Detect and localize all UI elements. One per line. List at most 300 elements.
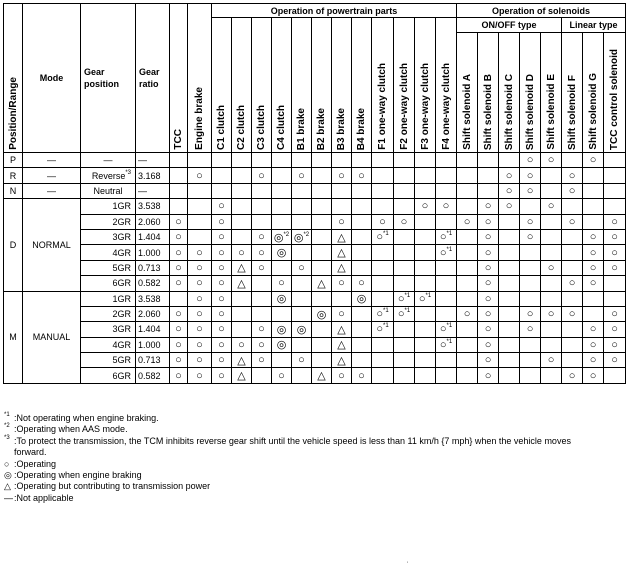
status-cell [604, 199, 626, 214]
status-cell [478, 183, 499, 198]
gear-position-cell: 2GR [81, 306, 136, 321]
status-cell: ○ [583, 368, 604, 383]
status-cell [292, 214, 312, 229]
status-cell: ○ [252, 322, 272, 337]
status-cell: ○ [478, 291, 499, 306]
status-cell [312, 322, 332, 337]
status-cell: ○ [352, 368, 372, 383]
status-cell: ○ [352, 276, 372, 291]
status-cell [457, 168, 478, 183]
status-cell [188, 229, 212, 244]
status-cell: ○ [212, 337, 232, 352]
status-cell [541, 276, 562, 291]
col-header-part: B2 brake [312, 18, 332, 153]
status-cell [372, 291, 394, 306]
status-cell [457, 337, 478, 352]
col-header-solenoid: Shift solenoid C [499, 33, 520, 153]
status-cell: ○ [604, 260, 626, 275]
gear-position-cell: Reverse$^{*3}$ [81, 168, 136, 183]
status-cell: ○ [541, 199, 562, 214]
status-cell: ○ [212, 260, 232, 275]
status-cell [272, 353, 292, 368]
status-cell: ○ [436, 199, 457, 214]
status-cell [394, 183, 415, 198]
gear-position-cell: 4GR [81, 245, 136, 260]
status-cell [436, 168, 457, 183]
col-header-part: F4 one-way clutch [436, 18, 457, 153]
legend-text: :To protect the transmission, the TCM inhibits reverse gear shift until the vehicle speed is less than 11 km/h {7 mph} when the vehicle moves forward. [14, 435, 571, 458]
gear-position-cell: 3GR [81, 322, 136, 337]
status-cell [562, 322, 583, 337]
status-cell: ◎ [272, 291, 292, 306]
status-cell: ○ [292, 168, 312, 183]
status-cell: ○ [292, 353, 312, 368]
status-cell [604, 153, 626, 168]
status-cell: ○ [170, 260, 188, 275]
status-cell [415, 183, 436, 198]
mode-cell: — [23, 153, 81, 168]
col-header-engine-brake: Engine brake [188, 4, 212, 153]
mode-cell: — [23, 183, 81, 198]
status-cell: ○ [252, 245, 272, 260]
status-cell [252, 183, 272, 198]
legend-symbol: ◎ [4, 470, 12, 481]
status-cell: ○ [170, 306, 188, 321]
status-cell [232, 291, 252, 306]
gear-ratio-cell: 3.538 [136, 199, 170, 214]
status-cell [520, 291, 541, 306]
status-cell: ○ [170, 276, 188, 291]
status-cell: ○ [562, 276, 583, 291]
status-cell: ○$^{*1}$ [372, 306, 394, 321]
status-cell: ○ [562, 183, 583, 198]
status-cell: ○ [478, 199, 499, 214]
status-cell [372, 368, 394, 383]
status-cell [292, 291, 312, 306]
status-cell: ○$^{*1}$ [436, 245, 457, 260]
status-cell [583, 183, 604, 198]
col-header-solenoid: Shift solenoid F [562, 33, 583, 153]
status-cell [520, 353, 541, 368]
status-cell [520, 199, 541, 214]
status-cell [232, 214, 252, 229]
status-cell [394, 337, 415, 352]
gear-position-cell: 6GR [81, 368, 136, 383]
status-cell [457, 353, 478, 368]
legend-symbol: △ [4, 481, 11, 492]
table-row [4, 199, 626, 214]
gear-ratio-cell: 0.582 [136, 276, 170, 291]
status-cell: ○ [520, 322, 541, 337]
gear-ratio-cell: 2.060 [136, 306, 170, 321]
status-cell: ○ [188, 337, 212, 352]
status-cell: ○ [604, 337, 626, 352]
status-cell [352, 229, 372, 244]
status-cell [292, 368, 312, 383]
status-cell: ○ [583, 322, 604, 337]
status-cell [415, 229, 436, 244]
mode-cell: — [23, 168, 81, 183]
col-header-part: F3 one-way clutch [415, 18, 436, 153]
status-cell [272, 306, 292, 321]
status-cell [415, 260, 436, 275]
status-cell [352, 214, 372, 229]
col-header-gear-position: Gear position [81, 4, 136, 153]
legend-text: :Not operating when engine braking. [14, 413, 159, 423]
gear-position-cell: 5GR [81, 260, 136, 275]
status-cell [232, 168, 252, 183]
status-cell [394, 199, 415, 214]
status-cell [352, 199, 372, 214]
gear-ratio-cell: 1.000 [136, 337, 170, 352]
status-cell [372, 199, 394, 214]
table-row [4, 337, 626, 352]
status-cell: ○ [457, 306, 478, 321]
status-cell [394, 260, 415, 275]
status-cell: ○ [583, 353, 604, 368]
gear-position-cell: 1GR [81, 291, 136, 306]
status-cell: △ [312, 276, 332, 291]
status-cell: △ [332, 337, 352, 352]
status-cell: ○ [212, 368, 232, 383]
status-cell [170, 291, 188, 306]
status-cell [232, 322, 252, 337]
status-cell: △ [332, 245, 352, 260]
status-cell: ○ [212, 245, 232, 260]
gear-ratio-cell: 1.404 [136, 229, 170, 244]
group-header-solenoids: Operation of solenoids [457, 4, 626, 18]
gear-ratio-cell: — [136, 153, 170, 168]
table-row [4, 276, 626, 291]
gear-ratio-cell: 3.168 [136, 168, 170, 183]
status-cell [292, 183, 312, 198]
status-cell [541, 168, 562, 183]
status-cell [499, 353, 520, 368]
status-cell [520, 260, 541, 275]
gear-ratio-cell: 0.713 [136, 353, 170, 368]
status-cell: ○ [188, 168, 212, 183]
status-cell [562, 229, 583, 244]
status-cell [188, 183, 212, 198]
col-header-part: C1 clutch [212, 18, 232, 153]
status-cell [499, 368, 520, 383]
status-cell: ○$^{*1}$ [394, 291, 415, 306]
status-cell [562, 153, 583, 168]
gear-ratio-cell: 1.404 [136, 322, 170, 337]
status-cell [312, 183, 332, 198]
status-cell [170, 153, 188, 168]
status-cell [372, 245, 394, 260]
col-header-gear-ratio: Gear ratio [136, 4, 170, 153]
status-cell [312, 245, 332, 260]
status-cell: ○ [478, 260, 499, 275]
status-cell [272, 260, 292, 275]
status-cell [415, 322, 436, 337]
status-cell [292, 337, 312, 352]
status-cell: ○ [252, 260, 272, 275]
status-cell [232, 153, 252, 168]
status-cell: ○ [252, 168, 272, 183]
gear-position-cell: 5GR [81, 353, 136, 368]
status-cell [499, 153, 520, 168]
status-cell [352, 260, 372, 275]
status-cell: ○ [478, 276, 499, 291]
status-cell [541, 368, 562, 383]
status-cell [372, 153, 394, 168]
legend-symbol: *3 [4, 434, 10, 441]
status-cell: ○ [583, 260, 604, 275]
status-cell: ○ [562, 214, 583, 229]
status-cell [292, 276, 312, 291]
status-cell [415, 306, 436, 321]
status-cell: ○ [188, 291, 212, 306]
status-cell: ○ [541, 260, 562, 275]
status-cell [352, 322, 372, 337]
position-cell: D [4, 199, 23, 291]
table-row [4, 229, 626, 244]
status-cell [352, 337, 372, 352]
status-cell [312, 337, 332, 352]
status-cell [212, 183, 232, 198]
operation-table [3, 3, 626, 384]
status-cell: ○ [170, 322, 188, 337]
status-cell: ○ [170, 229, 188, 244]
status-cell [415, 214, 436, 229]
legend-symbol: *2 [4, 423, 10, 430]
status-cell: ○ [583, 153, 604, 168]
status-cell: ○ [170, 353, 188, 368]
status-cell: △ [232, 368, 252, 383]
status-cell [562, 291, 583, 306]
status-cell: ○ [541, 306, 562, 321]
table-row [4, 322, 626, 337]
status-cell [415, 168, 436, 183]
status-cell: △ [232, 260, 252, 275]
legend-note [4, 424, 594, 435]
status-cell: ○ [520, 306, 541, 321]
status-cell: ○ [170, 245, 188, 260]
status-cell: ○ [272, 276, 292, 291]
status-cell [232, 183, 252, 198]
status-cell [332, 153, 352, 168]
status-cell [312, 229, 332, 244]
status-cell: ○ [478, 229, 499, 244]
status-cell: ○ [583, 276, 604, 291]
table-row [4, 214, 626, 229]
legend-note [4, 436, 594, 459]
status-cell [352, 153, 372, 168]
legend-symbol: — [4, 492, 13, 503]
status-cell [457, 229, 478, 244]
status-cell [332, 183, 352, 198]
status-cell [520, 368, 541, 383]
status-cell [436, 214, 457, 229]
status-cell: ○ [604, 245, 626, 260]
group-header-linear: Linear type [562, 18, 626, 33]
status-cell [272, 168, 292, 183]
status-cell [252, 214, 272, 229]
status-cell [252, 153, 272, 168]
status-cell: ○ [478, 245, 499, 260]
status-cell [232, 229, 252, 244]
status-cell: ◎ [312, 306, 332, 321]
group-header-powertrain: Operation of powertrain parts [212, 4, 457, 18]
col-header-solenoid: Shift solenoid E [541, 33, 562, 153]
col-header-part: C3 clutch [252, 18, 272, 153]
status-cell: ○ [332, 306, 352, 321]
gear-position-cell: 6GR [81, 276, 136, 291]
status-cell [372, 168, 394, 183]
status-cell: ○$^{*1}$ [436, 337, 457, 352]
status-cell: ○ [188, 260, 212, 275]
status-cell: ○ [232, 337, 252, 352]
status-cell: ○ [188, 306, 212, 321]
status-cell [583, 291, 604, 306]
status-cell: ◎ [292, 322, 312, 337]
status-cell [170, 199, 188, 214]
table-body [4, 153, 626, 384]
status-cell: ○ [520, 214, 541, 229]
status-cell [499, 306, 520, 321]
status-cell: ○ [212, 199, 232, 214]
status-cell [332, 199, 352, 214]
status-cell [562, 260, 583, 275]
status-cell: ○ [478, 322, 499, 337]
status-cell [352, 353, 372, 368]
status-cell [394, 153, 415, 168]
status-cell [312, 199, 332, 214]
gear-ratio-cell: 0.582 [136, 368, 170, 383]
status-cell: ○ [583, 337, 604, 352]
status-cell: ◎$^{*2}$ [272, 229, 292, 244]
status-cell [312, 353, 332, 368]
status-cell [415, 276, 436, 291]
status-cell [562, 353, 583, 368]
status-cell [272, 153, 292, 168]
stray-mark: ' [407, 562, 409, 568]
status-cell [394, 368, 415, 383]
gear-position-cell: 3GR [81, 229, 136, 244]
legend-note [4, 459, 594, 470]
position-cell: R [4, 168, 23, 183]
gear-ratio-cell: — [136, 183, 170, 198]
status-cell: ○ [499, 168, 520, 183]
status-cell [499, 229, 520, 244]
table-row [4, 291, 626, 306]
status-cell: ○$^{*1}$ [436, 322, 457, 337]
status-cell [312, 260, 332, 275]
col-header-part: C4 clutch [272, 18, 292, 153]
status-cell: △ [332, 229, 352, 244]
status-cell: ○ [520, 229, 541, 244]
status-cell [457, 199, 478, 214]
status-cell [372, 260, 394, 275]
status-cell: ○ [604, 229, 626, 244]
mode-cell: MANUAL [23, 291, 81, 383]
status-cell [604, 183, 626, 198]
status-cell [541, 214, 562, 229]
legend-text: :Operating when engine braking [14, 470, 142, 481]
status-cell [436, 291, 457, 306]
status-cell [457, 183, 478, 198]
status-cell: ○ [332, 168, 352, 183]
legend-text: :Operating but contributing to transmission power [14, 481, 211, 492]
status-cell [520, 276, 541, 291]
status-cell [372, 353, 394, 368]
status-cell [212, 168, 232, 183]
col-header-solenoid: TCC control solenoid [604, 33, 626, 153]
status-cell: ○ [188, 322, 212, 337]
status-cell: ○ [604, 322, 626, 337]
status-cell [170, 183, 188, 198]
status-cell: △ [232, 353, 252, 368]
status-cell: ◎ [272, 322, 292, 337]
status-cell [541, 291, 562, 306]
status-cell: ○ [188, 353, 212, 368]
status-cell: ◎$^{*2}$ [292, 229, 312, 244]
status-cell [499, 322, 520, 337]
table-row [4, 260, 626, 275]
status-cell: ○$^{*1}$ [372, 229, 394, 244]
gear-position-cell: 1GR [81, 199, 136, 214]
mode-cell: NORMAL [23, 199, 81, 291]
status-cell: ○ [415, 199, 436, 214]
status-cell [436, 183, 457, 198]
status-cell: ○ [520, 168, 541, 183]
legend-note [4, 470, 594, 481]
status-cell [541, 322, 562, 337]
status-cell [499, 245, 520, 260]
table-row [4, 168, 626, 183]
status-cell [604, 291, 626, 306]
status-cell: ○ [499, 183, 520, 198]
col-header-tcc: TCC [170, 4, 188, 153]
col-header-part: F1 one-way clutch [372, 18, 394, 153]
status-cell: ◎ [272, 245, 292, 260]
status-cell: ○ [520, 183, 541, 198]
status-cell: ○$^{*1}$ [415, 291, 436, 306]
status-cell [332, 291, 352, 306]
status-cell [457, 245, 478, 260]
status-cell [541, 245, 562, 260]
status-cell: ○ [562, 168, 583, 183]
status-cell [170, 168, 188, 183]
table-row [4, 368, 626, 383]
gear-position-cell: 2GR [81, 214, 136, 229]
status-cell [583, 306, 604, 321]
status-cell [520, 337, 541, 352]
status-cell [372, 276, 394, 291]
status-cell [212, 153, 232, 168]
col-header-position-range: Position/Range [4, 4, 23, 153]
legend-symbol: ○ [4, 458, 10, 469]
status-cell: ○ [272, 368, 292, 383]
status-cell [312, 168, 332, 183]
status-cell [312, 214, 332, 229]
status-cell [415, 337, 436, 352]
status-cell [372, 183, 394, 198]
status-cell: ◎ [272, 337, 292, 352]
status-cell: ○ [352, 168, 372, 183]
group-header-onoff: ON/OFF type [457, 18, 562, 33]
status-cell [394, 229, 415, 244]
status-cell [352, 245, 372, 260]
status-cell [252, 291, 272, 306]
status-cell [499, 291, 520, 306]
status-cell: ○ [541, 353, 562, 368]
status-cell [583, 214, 604, 229]
status-cell: ○ [478, 214, 499, 229]
